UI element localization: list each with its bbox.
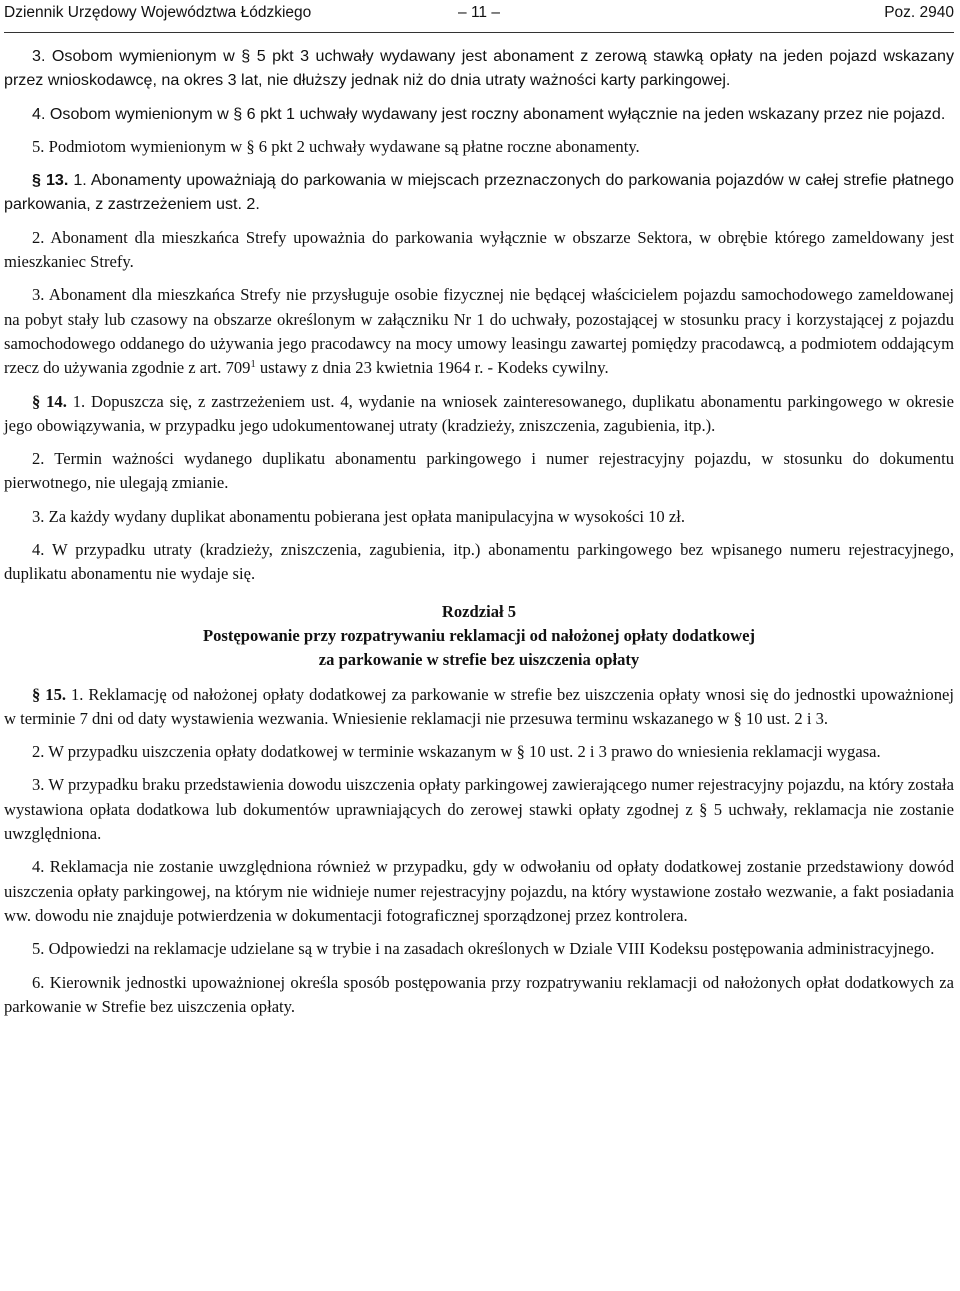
paragraph-s14-4: 4. W przypadku utraty (kradzieży, zniszczenia, zagubienia, itp.) abonamentu parkingowego bez wpisanego numeru rejestracyjnego, duplikatu abonamentu nie wydaje się. [4,540,954,584]
section-label: § 15. [32,684,67,704]
superscript: 1 [250,359,256,371]
document-body [4,44,954,1028]
journal-title: Dziennik Urzędowy Województwa Łódzkiego [4,4,312,21]
section-label: § 14. [32,391,67,411]
paragraph-text: 3. Abonament dla mieszkańca Strefy nie przysługuje osobie fizycznej nie będącej właścicielem pojazdu samochodowego zameldowanej na pobyt stały lub czasowy na obszarze określonym w załączniku Nr 1 do uchwały, pozostającej w stosunku pracy i korzystającej z pojazdu samochodowego oddanego do używania jego pracodawcy na mocy umowy leasingu zawartej pomiędzy pracodawcą, a podmiotem oddającym rzecz do używania zgodnie z art. 709 [4,285,954,378]
paragraph-text: 1. Abonamenty upoważniają do parkowania w miejscach przeznaczonych do parkowania pojazdów w całej strefie płatnego parkowania, z zastrzeżeniem ust. 2. [4,171,954,214]
paragraph-s14-2: 2. Termin ważności wydanego duplikatu abonamentu parkingowego i numer rejestracyjny pojazdu, w stosunku do dokumentu pierwotnego, nie ulegają zmianie. [4,449,954,493]
paragraph-s15-4: 4. Reklamacja nie zostanie uwzględniona również w przypadku, gdy w odwołaniu od opłaty dodatkowej zostanie przedstawiony dowód uiszczenia opłaty parkingowej, na którym nie widnieje numer rejestracyjny pojazdu, na który wystawione zostało wezwanie, a fakt posiadania ww. dowodu nie znajduje potwierdzenia w dokumentacji fotograficznej sporządzonej przez kontrolera. [4,857,954,925]
paragraph-s13-3 [4,283,954,380]
paragraph-s15-6: 6. Kierownik jednostki upoważnionej określa sposób postępowania przy rozpatrywaniu reklamacji od nałożonych opłat dodatkowych za parkowanie w Strefie bez uiszczenia opłaty. [4,972,954,1016]
paragraph-s12-3: 3. Osobom wymienionym w § 5 pkt 3 uchwały wydawany jest abonament z zerową stawką opłaty na jeden pojazd wskazany przez wnioskodawcę, na okres 3 lat, nie dłuższy jednak niż do dnia utraty ważności karty parkingowej. [4,47,954,90]
paragraph-text: 1. Reklamację od nałożonej opłaty dodatkowej za parkowanie w strefie bez uiszczenia opłaty wnosi się do jednostki upoważnionej w terminie 7 dni od daty wystawienia wezwania. Wniesienie reklamacji nie przesuwa terminu wskazanego w § 10 ust. 2 i 3. [4,684,955,728]
paragraph-s15-2: 2. W przypadku uiszczenia opłaty dodatkowej w terminie wskazanym w § 10 ust. 2 i 3 prawo do wniesienia reklamacji wygasa. [32,742,881,762]
page-header [4,0,954,33]
chapter-number: Rozdział 5 [441,601,517,621]
paragraph-s14-1 [4,390,954,439]
page-number: – 11 – [458,4,500,21]
paragraph-s13-1 [4,168,954,217]
chapter-title-line2: za parkowanie w strefie bez uiszczenia opłaty [318,650,640,670]
paragraph-s12-5: 5. Podmiotom wymienionym w § 6 pkt 2 uchwały wydawane są płatne roczne abonamenty. [32,136,640,156]
paragraph-s15-3: 3. W przypadku braku przedstawienia dowodu uiszczenia opłaty parkingowej zawierającego numer rejestracyjny pojazdu, na który została wystawiona opłata dodatkowa lub dokumentów uprawniających do zerowej stawki opłaty zgodnej z § 5 uchwały, reklamacja nie zostanie uwzględniona. [4,775,954,844]
paragraph-s13-2: 2. Abonament dla mieszkańca Strefy upoważnia do parkowania wyłącznie w obszarze Sektora, w obrębie którego zameldowany jest mieszkaniec Strefy. [4,227,954,272]
paragraph-text: 1. Dopuszcza się, z zastrzeżeniem ust. 4, wydanie na wniosek zainteresowanego, duplikatu abonamentu parkingowego w okresie jego obowiązywania, w przypadku jego udokumentowanej utraty (kradzieży, zniszczenia, zagubienia, itp.). [4,391,954,435]
chapter-heading [4,600,954,673]
paragraph-text: ustawy z dnia 23 kwietnia 1964 r. - Kodeks cywilny. [255,358,609,378]
paragraph-s15-5: 5. Odpowiedzi na reklamacje udzielane są w trybie i na zasadach określonych w Dziale VIII Kodeksu postępowania administracyjnego. [32,939,935,959]
position-number: Poz. 2940 [884,4,954,21]
paragraph-s14-3: 3. Za każdy wydany duplikat abonamentu pobierana jest opłata manipulacyjna w wysokości 10 zł. [32,506,685,526]
section-label: § 13. [32,171,69,190]
chapter-title-line1: Postępowanie przy rozpatrywaniu reklamacji od nałożonej opłaty dodatkowej [202,625,756,645]
paragraph-s15-1 [4,683,954,732]
paragraph-s12-4: 4. Osobom wymienionym w § 6 pkt 1 uchwały wydawany jest roczny abonament wyłącznie na jeden wskazany przez nie pojazd. [32,104,946,123]
